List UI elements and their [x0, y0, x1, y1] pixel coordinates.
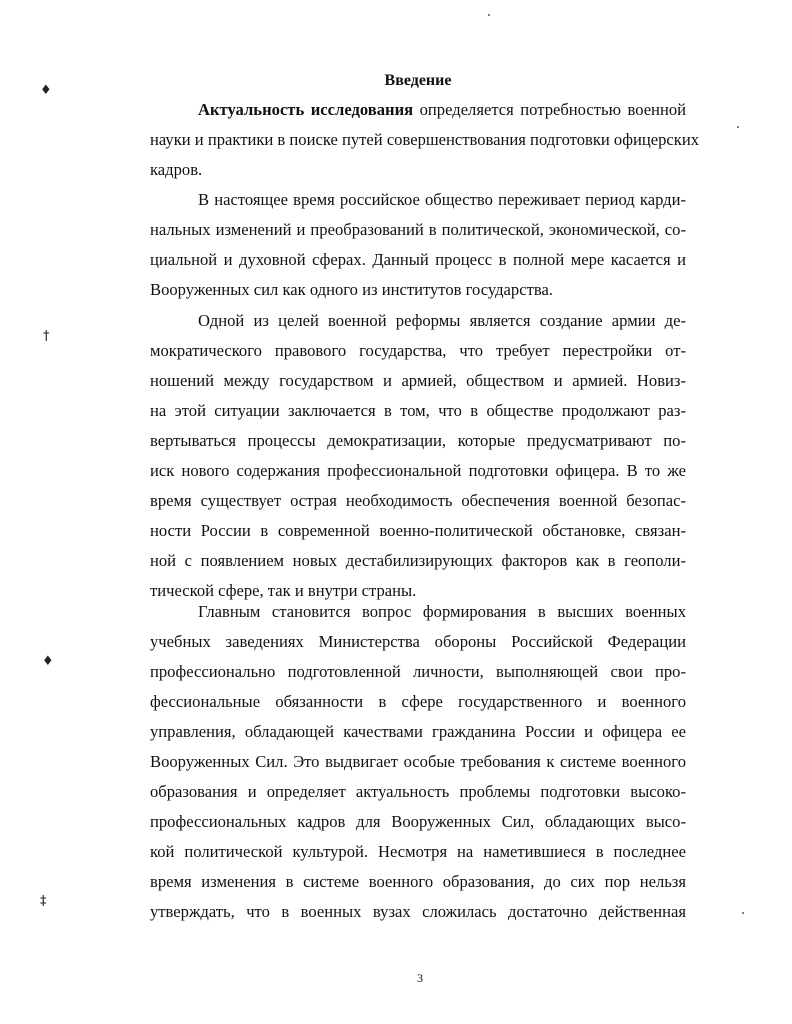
- paragraph-line: иск нового содержания профессиональной подготовки офицера. В то же: [150, 461, 686, 480]
- paragraph-line: на этой ситуации заключается в том, что в обществе продолжают раз-: [150, 401, 686, 420]
- paragraph-line: профессионально подготовленной личности, выполняющей свои про-: [150, 662, 686, 681]
- paragraph-line: образования и определяет актуальность проблемы подготовки высоко-: [150, 782, 686, 801]
- paragraph-line: профессиональных кадров для Вооруженных Сил, обладающих высо-: [150, 812, 686, 831]
- paragraph-line: время изменения в системе военного образования, до сих пор нельзя: [150, 872, 686, 891]
- lead-line-text: определяется потребностью военной: [413, 100, 686, 119]
- section-heading: Введение: [384, 72, 452, 89]
- scan-mark: ‡: [40, 894, 47, 909]
- paragraph-line: Одной из целей военной реформы является создание армии де-: [198, 311, 686, 330]
- paragraph-line: нальных изменений и преобразований в политической, экономической, со-: [150, 220, 686, 239]
- scan-mark: ♦: [40, 83, 52, 98]
- page-number: 3: [417, 971, 423, 985]
- paragraph-line: циальной и духовной сферах. Данный процесс в полной мере касается и: [150, 250, 686, 269]
- paragraph-line: ношений между государством и армией, обществом и армией. Новиз-: [150, 371, 686, 390]
- paragraph-line: [198, 98, 686, 122]
- scan-mark: ♦: [42, 654, 54, 669]
- paragraph-line: ности России в современной военно-политической обстановке, связан-: [150, 521, 686, 540]
- paragraph-line: науки и практики в поиске путей совершенствования подготовки офицерских: [150, 130, 700, 149]
- paragraph-line: ной с появлением новых дестабилизирующих факторов как в геополи-: [150, 551, 686, 570]
- paragraph-line: Вооруженных Сил. Это выдвигает особые требования к системе военного: [150, 752, 686, 771]
- paragraph-line: Главным становится вопрос формирования в высших военных: [198, 602, 686, 621]
- paragraph-line: вертываться процессы демократизации, которые предусматривают по-: [150, 431, 686, 450]
- paragraph-line: управления, обладающей качествами гражданина России и офицера ее: [150, 722, 686, 741]
- paragraph-line: тической сфере, так и внутри страны.: [150, 581, 417, 600]
- paragraph-line: В настоящее время российское общество переживает период карди-: [198, 190, 686, 209]
- paragraph-line: Вооруженных сил как одного из институтов государства.: [150, 280, 553, 299]
- paragraph-line: утверждать, что в военных вузах сложилась достаточно действенная: [150, 902, 686, 921]
- paragraph-line: кадров.: [150, 160, 203, 179]
- scan-speck: [488, 14, 490, 16]
- lead-term: Актуальность исследования: [198, 100, 414, 119]
- paragraph-line: учебных заведениях Министерства обороны Российской Федерации: [150, 632, 686, 651]
- paragraph-line: мократического правового государства, что требует перестройки от-: [150, 341, 686, 360]
- scan-mark: †: [43, 329, 50, 344]
- scan-speck: [737, 126, 739, 128]
- paragraph-line: фессиональные обязанности в сфере государственного и военного: [150, 692, 686, 711]
- paragraph-line: время существует острая необходимость обеспечения военной безопас-: [150, 491, 686, 510]
- scan-speck: [742, 912, 744, 914]
- paragraph-line: кой политической культурой. Несмотря на наметившиеся в последнее: [150, 842, 686, 861]
